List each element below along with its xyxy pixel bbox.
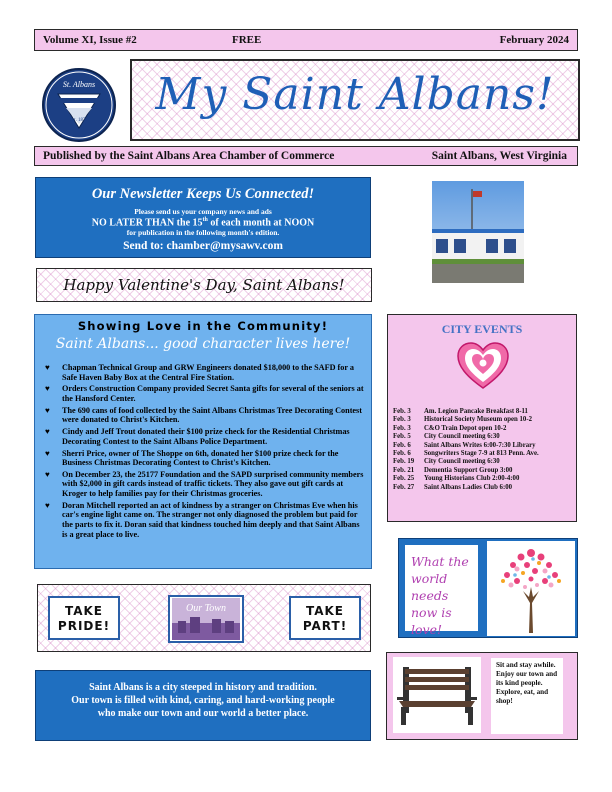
take-pride-sign: TAKE PRIDE! <box>48 596 120 640</box>
event-date: Feb. 5 <box>393 433 411 441</box>
bench-illustration <box>393 657 481 733</box>
heart-bullet-icon: ♥ <box>45 384 50 394</box>
town-message-line-1: Saint Albans is a city steeped in history and tradition. <box>89 682 317 693</box>
notice-email[interactable]: Send to: chamber@mysawv.com <box>123 240 283 253</box>
event-text: C&O Train Depot open 10-2 <box>424 424 507 432</box>
love-item: ♥ Chapman Technical Group and GRW Engineers donated $18,000 to the SAFD for a Safe Haven Baby Box at the Central Fire Station. <box>45 363 355 382</box>
heart-bullet-icon: ♥ <box>45 448 50 458</box>
heart-tree-icon <box>487 541 575 636</box>
event-text: City Council meeting 6:30 <box>424 458 500 466</box>
event-text: Young Historians Club 2:00-4:00 <box>424 475 520 483</box>
love-item: ♥ The 690 cans of food collected by the Saint Albans Christmas Tree Decorating Contest were donated to Christ's Kitchen. <box>45 405 362 425</box>
event-text: Historical Society Museum open 10-2 <box>424 416 532 424</box>
issue-bar <box>34 29 578 51</box>
notice-title: Our Newsletter Keeps Us Connected! <box>91 186 315 202</box>
heart-bullet-icon: ♥ <box>45 500 50 510</box>
quote-panel <box>405 545 478 637</box>
masthead-banner <box>130 59 580 141</box>
issue-date: February 2024 <box>499 34 569 46</box>
love-item: ♥ Doran Mitchell reported an act of kindness by a stranger on Christmas Eve when his car's engine light came on. The stranger not only diagnosed the problem but paid for the parts to fix it. Doran said that kindness touched him deeply and that Saint Albans is a great place to live. <box>45 500 360 539</box>
love-item: ♥ Sherri Price, owner of The Shoppe on 6th, donated her $100 prize check for the Business Christmas Decorating Contest to Christ's Kitchen. <box>45 448 339 468</box>
love-item: ♥ Cindy and Jeff Trout donated their $100 prize check for the Residential Christmas Decorating Contest to the Saint Albans Police Department. <box>45 427 350 446</box>
event-date: Feb. 3 <box>393 424 411 432</box>
notice-line-3: for publication in the following month's edition. <box>126 228 280 238</box>
notice-deadline: NO LATER THAN the 15th of each month at NOON <box>91 217 315 229</box>
event-date: Feb. 19 <box>393 458 415 466</box>
event-row <box>393 450 575 458</box>
newsletter-notice <box>35 177 371 258</box>
event-text: Saint Albans Writes 6:00-7:30 Library <box>424 441 536 449</box>
publisher-bar <box>34 146 578 166</box>
love-item: ♥ Orders Construction Company provided Secret Santa gifts for several of the seniors at the Hansford Center. <box>45 384 364 403</box>
city-events-panel <box>387 314 577 522</box>
love-quote-box <box>398 538 578 638</box>
heart-bullet-icon: ♥ <box>45 469 50 479</box>
volume-issue: Volume XI, Issue #2 <box>43 34 137 46</box>
take-pride-row <box>37 584 371 652</box>
love-list <box>45 363 367 541</box>
event-date: Feb. 27 <box>393 483 415 491</box>
logo-text: St. Albans <box>62 80 96 89</box>
event-row <box>393 458 575 466</box>
event-date: Feb. 3 <box>393 416 411 424</box>
event-row <box>393 433 575 441</box>
our-town-text: Our Town <box>186 603 226 614</box>
heart-bullet-icon: ♥ <box>45 405 50 415</box>
event-row <box>393 475 575 483</box>
heart-bullet-icon: ♥ <box>45 427 50 437</box>
event-row <box>393 408 575 416</box>
love-item: ♥ On December 23, the 25177 Foundation and the SAPD surprised community members with $2,000 in gift cards instead of traffic tickets. They also gave out gift cards at Kroger to help families pay for their Christmas groceries. <box>45 469 364 499</box>
take-part-sign: TAKE PART! <box>289 596 361 640</box>
city-events-title: CITY EVENTS <box>441 322 523 336</box>
town-message-line-2: Our town is filled with kind, caring, and hard-working people <box>71 695 335 706</box>
city-building-photo <box>432 181 524 283</box>
valentine-message: Happy Valentine's Day, Saint Albans! <box>63 276 345 294</box>
event-row <box>393 442 575 450</box>
heart-tree-illustration <box>487 541 575 636</box>
event-text: City Council meeting 6:30 <box>424 433 500 441</box>
event-row <box>393 425 575 433</box>
st-albans-logo <box>42 68 116 142</box>
heart-bullet-icon: ♥ <box>45 363 50 372</box>
park-bench-icon <box>393 657 481 733</box>
love-quote: What the world needs now is love! <box>411 554 469 637</box>
event-text: Saint Albans Ladies Club 6:00 <box>424 483 513 491</box>
event-text: Songwriters Stage 7-9 at 813 Penn. Ave. <box>424 450 539 458</box>
love-section-title: Showing Love in the Community! <box>77 319 329 333</box>
community-love-section <box>34 314 372 569</box>
valentine-banner <box>36 268 372 302</box>
our-town-logo <box>168 595 244 643</box>
location-text: Saint Albans, West Virginia <box>431 150 567 162</box>
building-image-icon <box>432 181 524 283</box>
bench-box <box>386 652 578 740</box>
price-label: FREE <box>232 34 262 46</box>
event-date: Feb. 6 <box>393 441 411 449</box>
publisher-text: Published by the Saint Albans Area Chamber of Commerce <box>43 150 335 162</box>
event-date: Feb. 21 <box>393 466 415 474</box>
event-date: Feb. 25 <box>393 475 415 483</box>
event-row <box>393 416 575 424</box>
heart-swirl-icon <box>456 340 510 392</box>
events-list <box>393 408 575 492</box>
town-message-box <box>35 670 371 741</box>
event-date: Feb. 3 <box>393 408 411 415</box>
event-row <box>393 484 575 492</box>
event-text: Am. Legion Pancake Breakfast 8-11 <box>424 408 528 415</box>
bench-caption: Sit and stay awhile. Enjoy our town and its kind people. Explore, eat, and shop! <box>491 658 563 734</box>
love-section-subtitle: Saint Albans... good character lives here! <box>55 336 351 352</box>
notice-line-1: Please send us your company news and ads <box>134 207 272 216</box>
event-row <box>393 467 575 475</box>
event-text: Dementia Support Group 3:00 <box>424 466 513 474</box>
newsletter-title: My Saint Albans! <box>155 69 555 120</box>
logo-year: est. 1872 <box>69 118 89 123</box>
event-date: Feb. 6 <box>393 450 411 458</box>
town-message-line-3: who make our town and our world a better place. <box>97 708 309 719</box>
